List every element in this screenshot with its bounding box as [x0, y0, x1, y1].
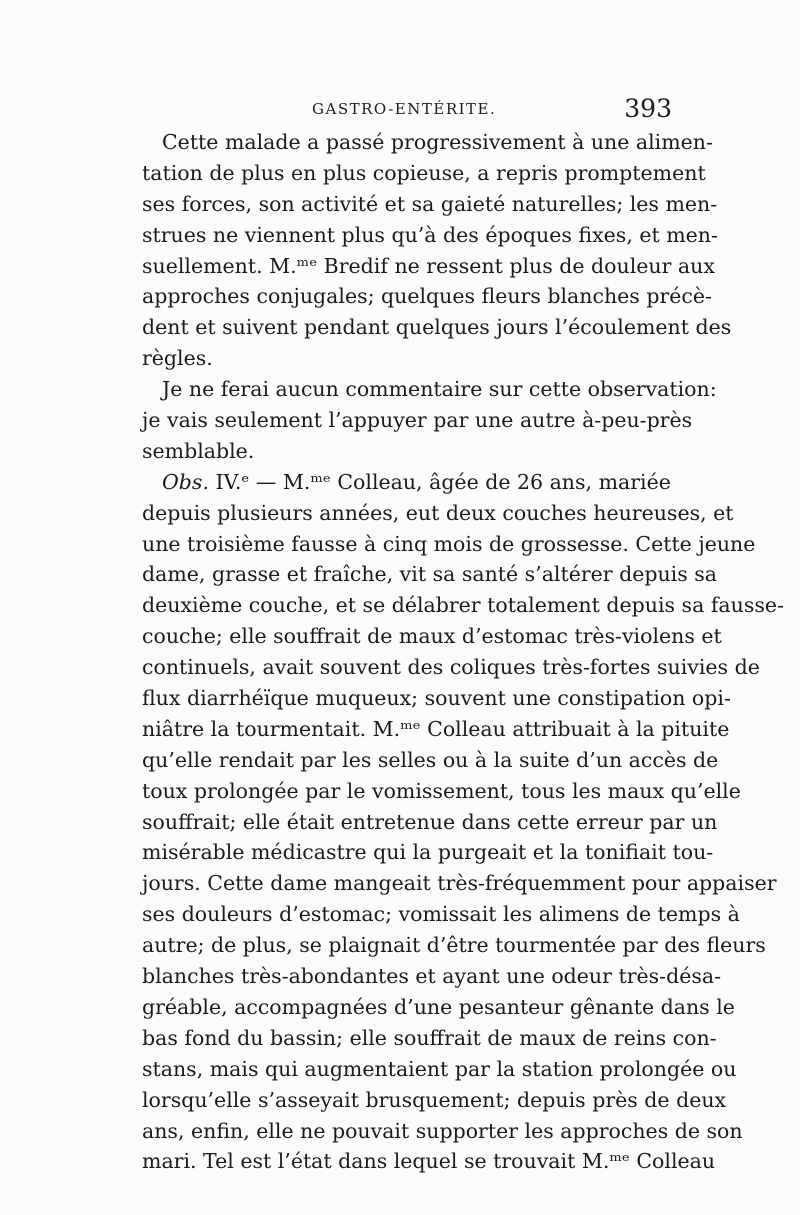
- text-line: blanches très-abondantes et ayant une odeur très-désa-: [142, 964, 721, 989]
- text-line: ses douleurs d’estomac; vomissait les alimens de temps à: [142, 902, 740, 927]
- text-line: stans, mais qui augmentaient par la station prolongée ou: [142, 1056, 737, 1081]
- text-line: qu’elle rendait par les selles ou à la suite d’un accès de: [142, 747, 719, 772]
- running-title: GASTRO-ENTÉRITE.: [312, 100, 497, 118]
- text-line: mari. Tel est l’état dans lequel se trouvait M.ᵐᵉ Colleau: [142, 1149, 716, 1174]
- text-line: dent et suivent pendant quelques jours l’écoulement des: [142, 315, 732, 340]
- text-line: strues ne viennent plus qu’à des époques fixes, et men-: [142, 222, 718, 247]
- text-line: ses forces, son activité et sa gaieté naturelles; les men-: [142, 191, 718, 216]
- text-line: continuels, avait souvent des coliques très-fortes suivies de: [142, 655, 760, 680]
- text-line: dame, grasse et fraîche, vit sa santé s’altérer depuis sa: [142, 562, 718, 587]
- running-head: [142, 96, 682, 126]
- page-number: 393: [624, 94, 672, 123]
- observation-heading-line: [142, 467, 671, 498]
- text-line: jours. Cette dame mangeait très-fréquemment pour appaiser: [142, 871, 777, 896]
- text-line: lorsqu’elle s’asseyait brusquement; depuis près de deux: [142, 1087, 727, 1112]
- text-line: suellement. M.ᵐᵉ Bredif ne ressent plus de douleur aux: [142, 253, 715, 278]
- observation-label: Obs.: [162, 469, 209, 494]
- text-line: je vais seulement l’appuyer par une autre à-peu-près: [142, 408, 693, 433]
- text-line: toux prolongée par le vomissement, tous les maux qu’elle: [142, 778, 741, 803]
- text-line: tation de plus en plus copieuse, a repris promptement: [142, 160, 706, 185]
- text-line: bas fond du bassin; elle souffrait de maux de reins con-: [142, 1025, 717, 1050]
- text-line: misérable médicastre qui la purgeait et la tonifiait tou-: [142, 840, 714, 865]
- text-line: deuxième couche, et se délabrer totalement depuis sa fausse-: [142, 593, 784, 618]
- text-line: flux diarrhéïque muqueux; souvent une constipation opi-: [142, 686, 731, 711]
- text-line: ans, enfin, elle ne pouvait supporter les approches de son: [142, 1118, 743, 1143]
- text-line: approches conjugales; quelques fleurs blanches précè-: [142, 284, 712, 309]
- text-line: niâtre la tourmentait. M.ᵐᵉ Colleau attribuait à la pituite: [142, 716, 730, 741]
- text-line: semblable.: [142, 438, 255, 463]
- text-line: souffrait; elle était entretenue dans cette erreur par un: [142, 809, 718, 834]
- text-line: autre; de plus, se plaignait d’être tourmentée par des fleurs: [142, 933, 766, 958]
- text-line: Je ne ferai aucun commentaire sur cette observation:: [162, 377, 717, 402]
- observation-number: IV.ᵉ: [215, 469, 250, 494]
- text-line: règles.: [142, 346, 213, 371]
- text-line: Cette malade a passé progressivement à une alimen-: [162, 130, 713, 154]
- text-line: une troisième fausse à cinq mois de grossesse. Cette jeune: [142, 531, 756, 556]
- text-line: gréable, accompagnées d’une pesanteur gênante dans le: [142, 994, 735, 1019]
- body-text: [142, 127, 784, 1177]
- text-line: couche; elle souffrait de maux d’estomac très-violens et: [142, 624, 722, 649]
- text-line: — M.ᵐᵉ Colleau, âgée de 26 ans, mariée: [255, 469, 671, 494]
- text-line: depuis plusieurs années, eut deux couches heureuses, et: [142, 500, 734, 525]
